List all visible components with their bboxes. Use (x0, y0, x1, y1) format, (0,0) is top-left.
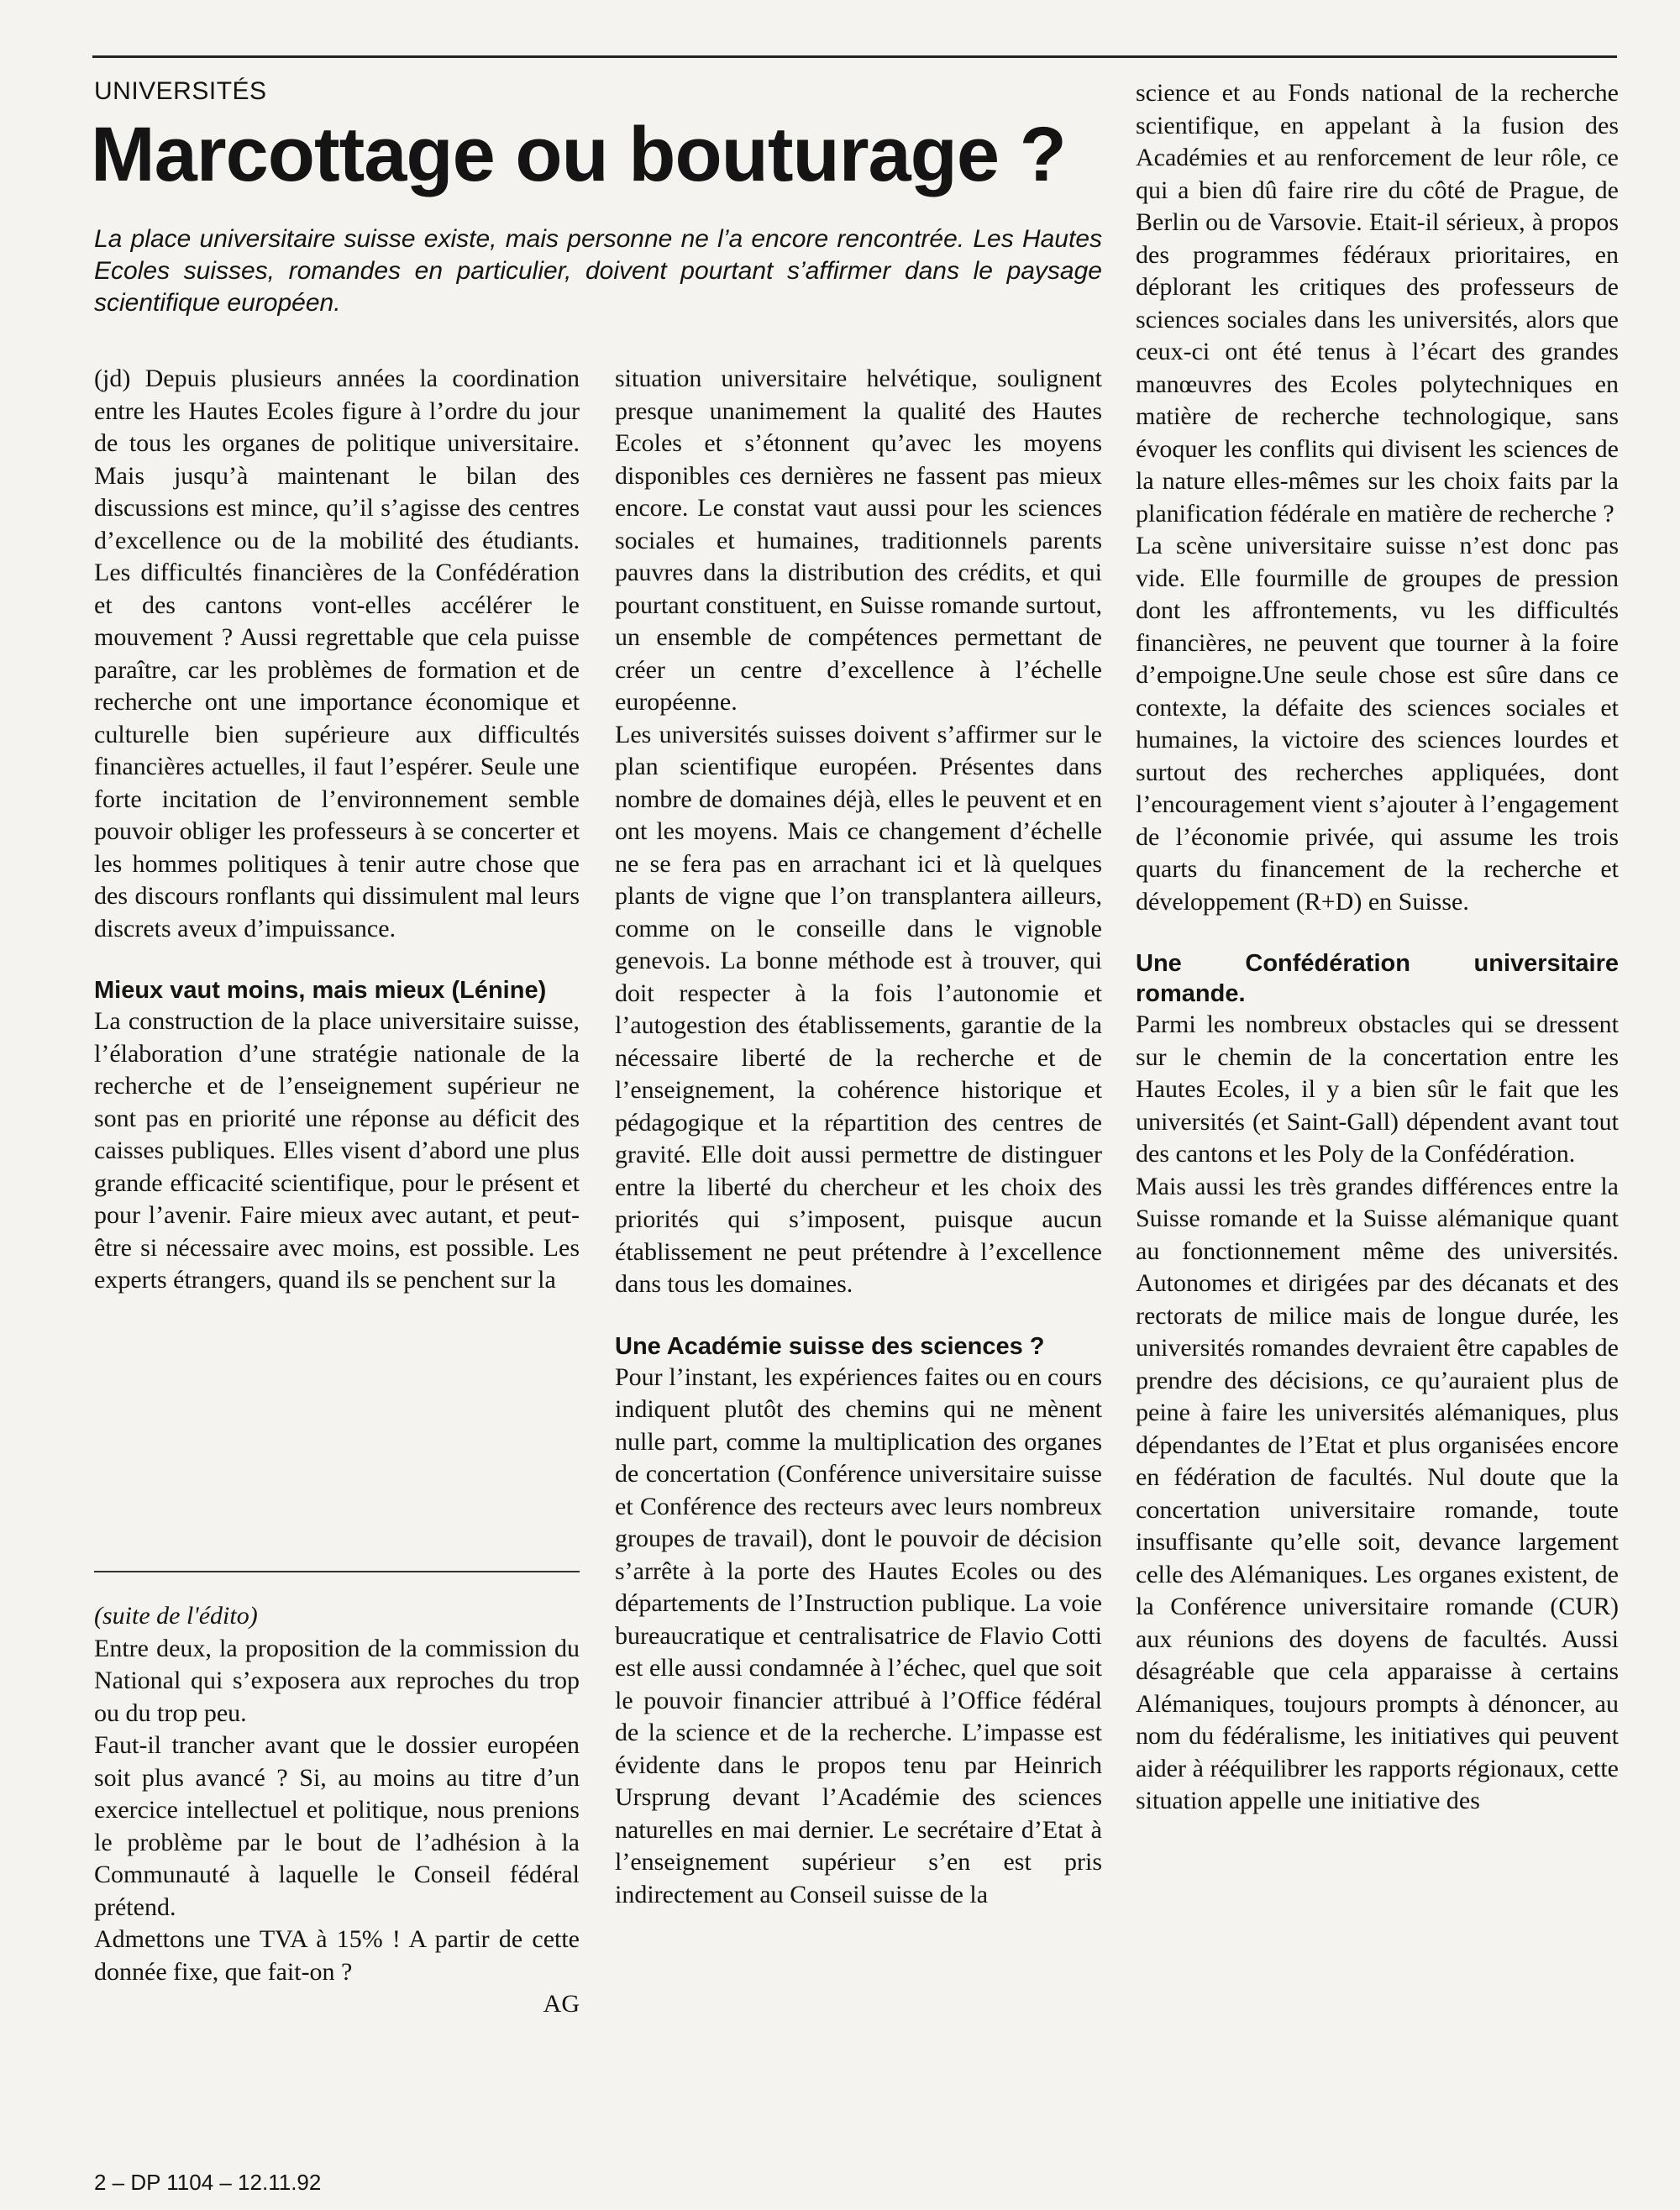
column-3-paragraph-2: La scène universitaire suisse n’est donc pas vide. Elle fourmille de groupes de pression dont les affrontements, vu les difficultés financières, ne peuvent que tourner à la foire d’empoigne.Une seule chose est sûre dans ce contexte, la défaite des sciences sociales et humaines, la victoire des sciences lourdes et surtout des recherches appliquées, dont l’encouragement vient s’ajouter à l’engagement de l’économie privée, qui assume les trois quarts du financement de la recherche et développement (R+D) en Suisse. (1136, 532, 1619, 916)
edito-signature: AG (543, 1990, 580, 2018)
section-rubric: UNIVERSITÉS (94, 77, 267, 105)
edito-continuation (94, 1600, 580, 2021)
edito-paragraph-3: Admettons une TVA à 15% ! A partir de cette donnée fixe, que fait-on ? (94, 1925, 580, 1986)
column-2-paragraph-2: Les universités suisses doivent s’affirmer sur le plan scientifique européen. Présentes dans nombre de domaines déjà, elles le peuvent et en ont les moyens. Mais ce changement d’échelle ne se fera pas en arrachant ici et là quelques plants de vigne que l’on transplantera ailleurs, comme on le conseille dans le vignoble genevois. La bonne méthode est à trouver, qui doit respecter à la fois l’autonomie et l’autogestion des établissements, garantie de la nécessaire liberté de la recherche et de l’enseignement, la cohérence historique et pédagogique et la répartition des centres de gravité. Elle doit aussi permettre de distinguer entre la liberté du chercheur et les choix des priorités qui s’imposent, puisque aucun établissement ne peut prétendre à l’excellence dans tous les domaines. (615, 720, 1102, 1298)
article-title: Marcottage ou bouturage ? (91, 112, 1066, 197)
spacer (1136, 918, 1619, 948)
column-2 (615, 363, 1102, 1911)
column-3-paragraph-1: science et au Fonds national de la recherche scientifique, en appelant à la fusion des Académies et au renforcement de leur rôle, ce qui a bien dû faire rire du côté de Prague, de Berlin ou de Varsovie. Etait-il sérieux, à propos des programmes fédéraux prioritaires, en déplorant les critiques des professeurs de sciences sociales dans les universités, alors que ceux-ci ont été tenus à l’écart des grandes manœuvres des Ecoles polytechniques en matière de recherche technologique, sans évoquer les conflits qui divisent les sciences de la nature elles-mêmes sur les choix faits par la planification fédérale en matière de recherche ? (1136, 79, 1619, 528)
edito-label: (suite de l'édito) (94, 1602, 258, 1630)
column-1-paragraph-2: La construction de la place universitaire suisse, l’élaboration d’une stratégie nationale de la recherche et de l’enseignement supérieur ne sont pas en priorité une réponse au déficit des caisses publiques. Elles visent d’abord une plus grande efficacité scientifique, pour le présent et pour l’avenir. Faire mieux avec autant, et peut-être si nécessaire avec moins, est possible. Les experts étrangers, quand ils se penchent sur la (94, 1007, 580, 1294)
column-3 (1136, 77, 1619, 1818)
spacer (94, 945, 580, 975)
top-rule (92, 55, 1617, 58)
subheading-confederation-romande: Une Confédération universitaire romande. (1136, 950, 1619, 1007)
column-1 (94, 363, 580, 1297)
column-1-paragraph-1: (jd) Depuis plusieurs années la coordination entre les Hautes Ecoles figure à l’ordre du jour de tous les organes de politique universitaire. Mais jusqu’à maintenant le bilan des discussions est mince, qu’il s’agisse des centres d’excellence ou de la mobilité des étudiants. Les difficultés financières de la Confédération et des cantons vont-elles accélérer le mouvement ? Aussi regrettable que cela puisse paraître, car les problèmes de formation et de recherche ont une importance économique et culturelle bien supérieure aux difficultés financières actuelles, il faut l’espérer. Seule une forte incitation de l’environnement semble pouvoir obliger les professeurs à se concerter et les hommes politiques à tenir autre chose que des discours ronflants qui dissimulent mal leurs discrets aveux d’impuissance. (94, 365, 580, 942)
edito-paragraph-1: Entre deux, la proposition de la commission du National qui s’exposera aux reproches du trop ou du trop peu. (94, 1634, 580, 1727)
article-lead: La place universitaire suisse existe, mais personne ne l’a encore rencontrée. Les Hautes Ecoles suisses, romandes en particulier, doivent pourtant s’affirmer dans le paysage scientifique européen. (94, 225, 1102, 317)
column-2-paragraph-3: Pour l’instant, les expériences faites ou en cours indiquent plutôt des chemins qui ne mènent nulle part, comme la multiplication des organes de concertation (Conférence universitaire suisse et Conférence des recteurs avec leurs nombreux groupes de travail), dont le pouvoir de décision s’arrête à la porte des Hautes Ecoles ou des départements de l’Instruction publique. La voie bureaucratique et centralisatrice de Flavio Cotti est elle aussi condamnée à l’échec, quel que soit le pouvoir financier attribué à l’Office fédéral de la science et de la recherche. L’impasse est évidente dans le propos tenu par Heinrich Ursprung devant l’Académie des sciences naturelles en mai dernier. Le secrétaire d’Etat à l’enseignement supérieur s’en est pris indirectement au Conseil suisse de la (615, 1362, 1102, 1908)
column-3-paragraph-3: Parmi les nombreux obstacles qui se dressent sur le chemin de la concertation entre les Hautes Ecoles, il y a bien sûr le fait que les universités (et Saint-Gall) dépendent avant tout des cantons et les Poly de la Confédération. (1136, 1011, 1619, 1168)
spacer (615, 1301, 1102, 1331)
column-2-paragraph-1: situation universitaire helvétique, soulignent presque unanimement la qualité des Hautes Ecoles et s’étonnent qu’avec les moyens disponibles ces dernières ne fassent pas mieux encore. Le constat vaut aussi pour les sciences sociales et humaines, traditionnels parents pauvres dans la distribution des crédits, et qui pourtant constituent, en Suisse romande surtout, un ensemble de compétences permettant de créer un centre d’excellence à l’échelle européenne. (615, 365, 1102, 716)
subheading-mieux-vaut-moins: Mieux vaut moins, mais mieux (Lénine) (94, 977, 547, 1004)
column-3-paragraph-4: Mais aussi les très grandes différences entre la Suisse romande et la Suisse alémanique quant au fonctionnement même des universités. Autonomes et dirigées par des décanats et des rectorats de milice mais de longue durée, les universités romandes devraient être capables de prendre des décisions, ce qu’auraient plus de peine à faire les universités alémaniques, plus dépendantes de l’Etat et plus organisées encore en fédération de facultés. Nul doute que la concertation universitaire romande, toute insuffisante qu’elle soit, devance largement celle des Alémaniques. Les organes existent, de la Conférence universitaire romande (CUR) aux réunions des doyens de facultés. Aussi désagréable que cela apparaisse à certains Alémaniques, toujours prompts à dénoncer, au nom du fédéralisme, les initiatives qui peuvent aider à rééquilibrer les rapports régionaux, cette situation appelle une initiative des (1136, 1172, 1619, 1814)
page-footer: 2 – DP 1104 – 12.11.92 (94, 2170, 322, 2195)
subheading-academie-suisse: Une Académie suisse des sciences ? (615, 1332, 1045, 1360)
edito-paragraph-2: Faut-il trancher avant que le dossier européen soit plus avancé ? Si, au moins au titre d’un exercice intellectuel et politique, nous prenions le problème par le bout de l’adhésion à la Communauté à laquelle le Conseil fédéral prétend. (94, 1731, 580, 1921)
edito-separator-rule (94, 1571, 580, 1572)
